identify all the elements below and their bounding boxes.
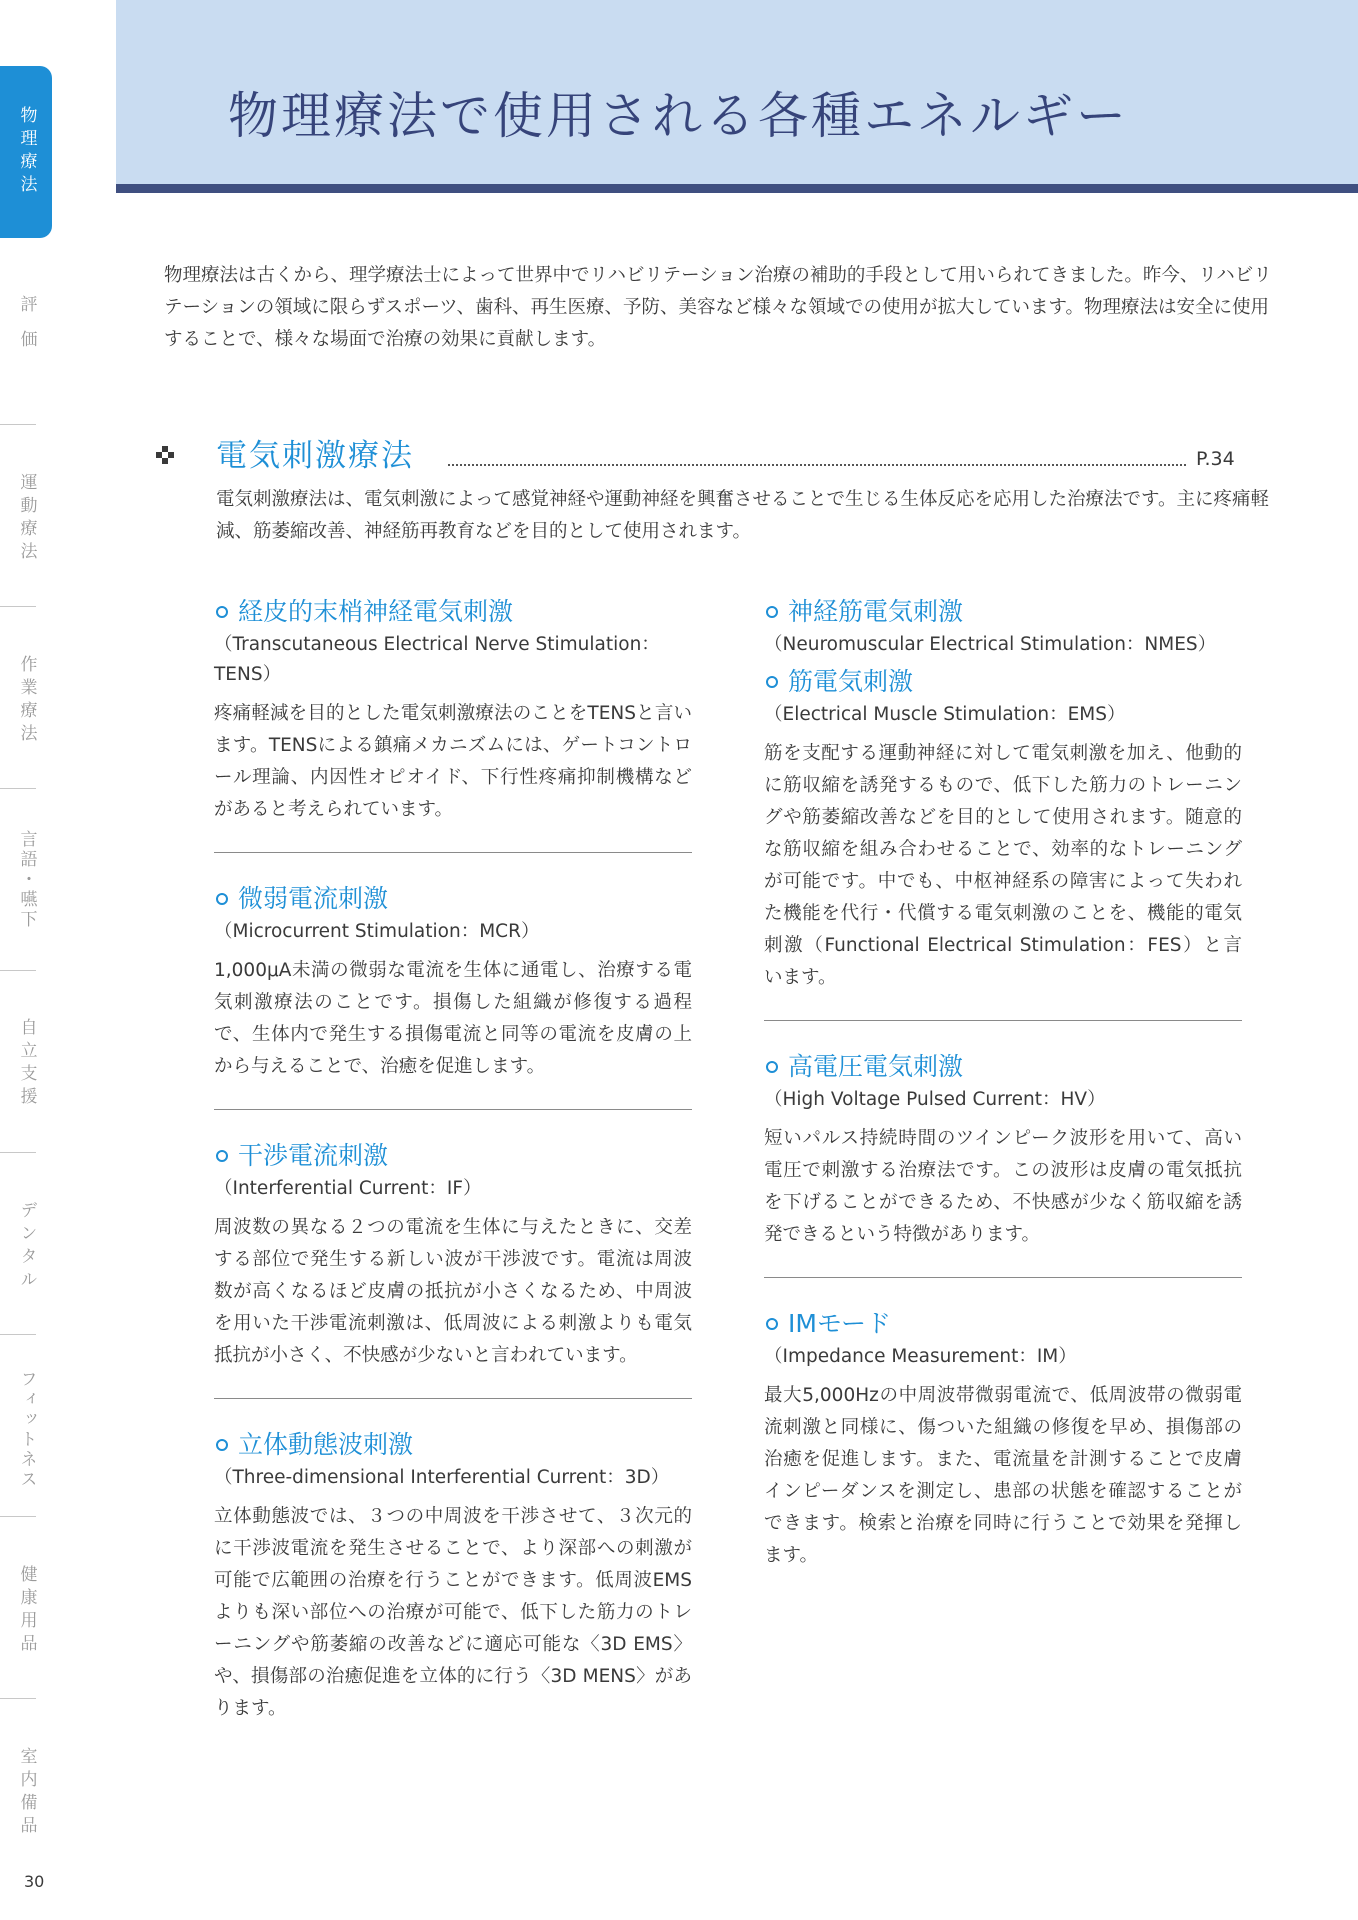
side-tab-label: 自立支援: [16, 1018, 37, 1110]
item-english-name: （Microcurrent Stimulation：MCR）: [214, 921, 540, 942]
side-tab-label: フィットネス: [16, 1370, 37, 1490]
item-tens: [214, 594, 692, 826]
item-divider: [214, 1398, 692, 1399]
item-body: 1,000μA未満の微弱な電流を生体に通電し、治療する電気刺激療法のことです。損傷した組織が修復する過程で、生体内で発生する損傷電流と同等の電流を皮膚の上から与えることで、治癒を促進します。: [214, 960, 692, 1077]
section-title: 電気刺激療法: [216, 438, 414, 474]
side-tab-label: 健康用品: [16, 1565, 37, 1657]
section-page-ref[interactable]: P.34: [1196, 448, 1235, 470]
item-title-text: 経皮的末梢神経電気刺激: [238, 597, 514, 626]
side-tab-label: デンタル: [16, 1201, 37, 1293]
item-title: [764, 594, 1242, 630]
header-rule: [116, 184, 1358, 193]
circle-bullet-icon: [766, 676, 778, 688]
side-divider: [0, 788, 36, 789]
side-divider: [0, 1334, 36, 1335]
side-divider: [0, 606, 36, 607]
side-tab-label: 言語・嚥下: [16, 830, 37, 930]
circle-bullet-icon: [216, 1150, 228, 1162]
item-english-name: （Interferential Current：IF）: [214, 1178, 482, 1199]
left-column: [214, 594, 692, 1725]
page-title: 物理療法で使用される各種エネルギー: [228, 87, 1129, 145]
item-im: [764, 1306, 1242, 1572]
item-english-name: （Transcutaneous Electrical Nerve Stimulation：TENS）: [214, 634, 660, 685]
item-body: 最大5,000Hzの中周波帯微弱電流で、低周波帯の微弱電流刺激と同様に、傷ついた組織の修復を早め、損傷部の治癒を促進します。また、電流量を計測することで皮膚インピーダンスを測定し、患部の状態を確認することができます。検索と治療を同時に行うことで効果を発揮します。: [764, 1385, 1242, 1566]
side-tab-label: 物理療法: [16, 106, 37, 198]
item-title-text: 微弱電流刺激: [238, 884, 389, 913]
item-english-name: （Neuromuscular Electrical Stimulation：NMES）: [764, 634, 1217, 655]
side-tab-independence-support[interactable]: [0, 1010, 52, 1118]
item-title: [214, 881, 692, 917]
item-english-name: （High Voltage Pulsed Current：HV）: [764, 1089, 1106, 1110]
side-tab-label: 運動療法: [16, 473, 37, 565]
item-hv: [764, 1049, 1242, 1251]
side-tab-label: 評価: [16, 295, 37, 365]
side-divider: [0, 1516, 36, 1517]
side-tab-occupational-therapy[interactable]: [0, 648, 52, 754]
item-divider: [764, 1020, 1242, 1021]
side-tab-fitness[interactable]: [0, 1360, 52, 1500]
side-divider: [0, 424, 36, 425]
item-divider: [764, 1277, 1242, 1278]
section-description: 電気刺激療法は、電気刺激によって感覚神経や運動神経を興奮させることで生じる生体反応を応用した治療法です。主に疼痛軽減、筋萎縮改善、神経筋再教育などを目的として使用されます。: [216, 489, 1270, 542]
section-bullet-icon: [156, 446, 174, 464]
side-divider: [0, 970, 36, 971]
circle-bullet-icon: [766, 1061, 778, 1073]
side-divider: [0, 1152, 36, 1153]
item-title-text: 筋電気刺激: [788, 667, 914, 696]
page-number: 30: [24, 1872, 45, 1891]
item-mcr: [214, 881, 692, 1083]
item-title-text: 干渉電流刺激: [238, 1141, 389, 1170]
intro-paragraph: 物理療法は古くから、理学療法士によって世界中でリハビリテーション治療の補助的手段として用いられてきました。昨今、リハビリテーションの領域に限らずスポーツ、歯科、再生医療、予防、美容など様々な領域での使用が拡大しています。物理療法は安全に使用することで、様々な場面で治療の効果に貢献します。: [164, 265, 1272, 350]
item-title: [764, 664, 1242, 700]
side-tab-exercise-therapy[interactable]: [0, 466, 52, 572]
item-title: [764, 1306, 1242, 1342]
side-tab-dental[interactable]: [0, 1194, 52, 1300]
right-column: [764, 594, 1242, 1572]
item-if: [214, 1138, 692, 1372]
item-title-text: 高電圧電気刺激: [788, 1052, 964, 1081]
circle-bullet-icon: [766, 606, 778, 618]
side-tab-health-goods[interactable]: [0, 1558, 52, 1664]
side-tab-speech-swallowing[interactable]: [0, 820, 52, 940]
item-title: [764, 1049, 1242, 1085]
side-tab-indoor-fixtures[interactable]: [0, 1740, 52, 1846]
item-body: 筋を支配する運動神経に対して電気刺激を加え、他動的に筋収縮を誘発するもので、低下した筋力のトレーニングや筋萎縮改善などを目的として使用されます。随意的な筋収縮を組み合わせることで、効率的なトレーニングが可能です。中でも、中枢神経系の障害によって失われた機能を代行・代償する電気刺激のことを、機能的電気刺激（Functional Electrical Stimulation：FES）と言います。: [764, 743, 1242, 988]
side-divider: [0, 1698, 36, 1699]
item-body: 短いパルス持続時間のツインピーク波形を用いて、高い電圧で刺激する治療法です。この波形は皮膚の電気抵抗を下げることができるため、不快感が少なく筋収縮を誘発できるという特徴があります。: [764, 1128, 1242, 1245]
side-tab-physical-therapy[interactable]: [0, 66, 52, 238]
item-title: [214, 1138, 692, 1174]
section-leader-dots: [448, 464, 1186, 466]
item-nmes-ems: [764, 594, 1242, 994]
item-title-text: 神経筋電気刺激: [788, 597, 964, 626]
side-tab-label: 作業療法: [16, 655, 37, 747]
item-english-name: （Three-dimensional Interferential Current：3D）: [214, 1467, 670, 1488]
item-divider: [214, 852, 692, 853]
side-tab-evaluation[interactable]: [0, 290, 52, 370]
item-title: [214, 1427, 692, 1463]
circle-bullet-icon: [216, 1439, 228, 1451]
item-body: 疼痛軽減を目的とした電気刺激療法のことをTENSと言います。TENSによる鎮痛メカニズムには、ゲートコントロール理論、内因性オピオイド、下行性疼痛抑制機構などがあると考えられています。: [214, 703, 692, 820]
side-index: [0, 0, 52, 1920]
circle-bullet-icon: [216, 893, 228, 905]
item-body: 立体動態波では、３つの中周波を干渉させて、３次元的に干渉波電流を発生させることで、より深部への刺激が可能で広範囲の治療を行うことができます。低周波EMSよりも深い部位への治療が可能で、低下した筋力のトレーニングや筋萎縮の改善などに適応可能な〈3D EMS〉や、損傷部の治癒促進を立体的に行う〈3D MENS〉があります。: [214, 1506, 692, 1719]
item-body: 周波数の異なる２つの電流を生体に与えたときに、交差する部位で発生する新しい波が干渉波です。電流は周波数が高くなるほど皮膚の抵抗が小さくなるため、中周波を用いた干渉電流刺激は、低周波による刺激よりも電気抵抗が小さく、不快感が少ないと言われています。: [214, 1217, 692, 1366]
circle-bullet-icon: [766, 1318, 778, 1330]
side-tab-label: 室内備品: [16, 1747, 37, 1839]
item-title-text: IMモード: [788, 1309, 891, 1338]
item-title: [214, 594, 692, 630]
item-3d: [214, 1427, 692, 1725]
item-english-name: （Impedance Measurement：IM）: [764, 1346, 1077, 1367]
item-title-text: 立体動態波刺激: [238, 1430, 414, 1459]
item-divider: [214, 1109, 692, 1110]
circle-bullet-icon: [216, 606, 228, 618]
item-english-name: （Electrical Muscle Stimulation：EMS）: [764, 704, 1126, 725]
